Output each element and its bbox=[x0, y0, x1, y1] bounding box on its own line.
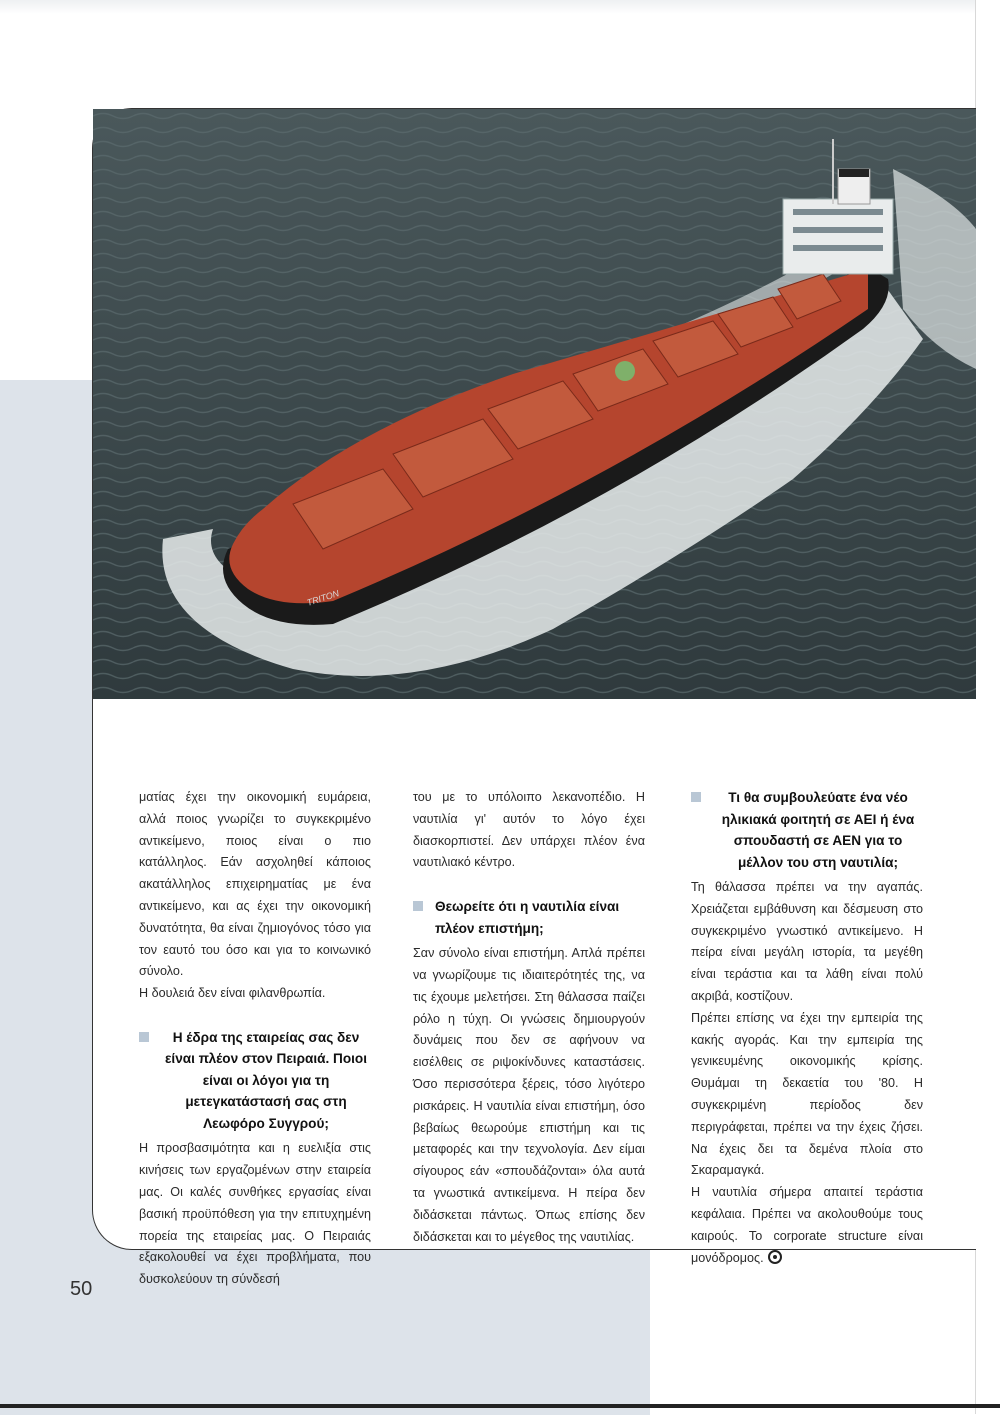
page-fold-edge bbox=[975, 0, 1001, 1414]
col1-question-text: Η έδρα της εταιρείας σας δεν είναι πλέον στον Πειραιά. Ποιοι είναι οι λόγοι για τη μετεγκατάστασή σας στη Λεωφόρο Συγγρού; bbox=[164, 1029, 368, 1131]
col1-question bbox=[139, 1027, 371, 1135]
col3-paragraph-3-text: Η ναυτιλία σήμερα απαιτεί τεράστια κεφάλαια. Πρέπει να ακολουθούμε τους καιρούς. Το corporate structure είναι μονόδρομος. bbox=[691, 1185, 923, 1265]
col3-paragraph-2: Πρέπει επίσης να έχει την εμπειρία της κακής αγοράς. Και την εμπειρία της γενικευμένης οικονομικής κρίσης. Θυμάμαι τη δεκαετία του '80. Η συγκεκριμένη περίοδος δεν περιγράφεται, πρέπει να την έχεις ζήσει. Να έχεις δει τα δεμένα πλοία στο Σκαραμαγκά. bbox=[691, 1010, 923, 1178]
ship-photo bbox=[93, 109, 976, 699]
helipad-marking bbox=[615, 361, 635, 381]
col2-question bbox=[413, 896, 645, 939]
col3-question bbox=[691, 787, 923, 873]
text-column-1 bbox=[139, 787, 371, 1291]
page-number: 50 bbox=[70, 1278, 93, 1300]
end-of-article-icon bbox=[768, 1250, 782, 1264]
square-bullet-icon bbox=[413, 901, 423, 911]
col2-paragraph-2: Σαν σύνολο είναι επιστήμη. Απλά πρέπει να γνωρίζουμε τις ιδιαιτερότητές της, να τις έχουμε μελετήσει. Στη θάλασσα παίζει ρόλο η τύχη. Οι γνώσεις δημιουργούν δυνάμεις που δεν σε αφήνουν να εισέλθεις σε ριψοκίνδυνες καταστάσεις. Όσο περισσότερα ξέρεις, τόσο λιγότερο ρισκάρεις. Η ναυτιλία είναι επιστήμη, όσο βεβαίως θεωρούμε επιστήμη και τις μεταφορές και την τεχνολογία. Δεν είμαι σίγουρος εάν «σπουδάζονται» όλα αυτά τα γνωστικά αντικείμενα. Η πείρα δεν διδάσκεται πάντως. Όπως επίσης δεν διδάσκεται και το μέγεθος της ναυτιλίας. bbox=[413, 946, 645, 1244]
text-column-3 bbox=[691, 787, 923, 1269]
square-bullet-icon bbox=[139, 1032, 149, 1042]
col3-paragraph-3 bbox=[691, 1182, 923, 1269]
col2-question-text: Θεωρείτε ότι η ναυτιλία είναι πλέον επιστήμη; bbox=[435, 899, 620, 936]
page-top-shadow bbox=[0, 0, 975, 14]
ship-name-text: TRITON bbox=[305, 588, 341, 608]
col3-paragraph-1: Τη θάλασσα πρέπει να την αγαπάς. Χρειάζεται εμβάθυνση και δέσμευση στο συγκεκριμένο γνωστικό αντικείμενο. Η πείρα είναι μεγάλη ιστορία, τα μεγέθη είναι τεράστια και τα λάθη είναι πολύ ακριβά, κοστίζουν. bbox=[691, 880, 923, 1003]
col2-paragraph-1: του με το υπόλοιπο λεκανοπέδιο. Η ναυτιλία γι' αυτόν το λόγο έχει διασκορπιστεί. Δεν υπάρχει πλέον ένα ναυτιλιακό κέντρο. bbox=[413, 790, 645, 870]
col1-paragraph-1: ματίας έχει την οικονομική ευμάρεια, αλλά ποιος γνωρίζει το συγκεκριμένο αντικείμενο, ποιος είναι ο πιο κατάλληλος. Εάν ασχοληθεί κάποιος ακατάλληλος επιχειρηματίας με ένα αντικείμενο, και ας έχει την οικονομική δυνατότητα, θα είναι ζημιογόνος τόσο για τον εαυτό του όσο και για το κοινωνικό σύνολο. bbox=[139, 790, 371, 979]
col1-paragraph-2: Η δουλειά δεν είναι φιλανθρωπία. bbox=[139, 986, 326, 1001]
text-column-2 bbox=[413, 787, 645, 1248]
article-card bbox=[92, 108, 976, 1287]
square-bullet-icon bbox=[691, 792, 701, 802]
bottom-rule bbox=[0, 1404, 1000, 1408]
col1-paragraph-3: Η προσβασιμότητα και η ευελιξία στις κινήσεις των εργαζομένων στην εταιρεία μας. Οι καλές συνθήκες εργασίας είναι βασική προϋπόθεση για την επιτυχημένη πορεία της εταιρείας μας. Ο Πειραιάς εξακολουθεί να έχει προβλήματα, που δυσκολεύουν τη σύνδεσή bbox=[139, 1141, 371, 1287]
col3-question-text: Τι θα συμβουλεύατε ένα νέο ηλικιακά φοιτητή σε ΑΕΙ ή ένα σπουδαστή σε ΑΕΝ για το μέλλον του στη ναυτιλία; bbox=[721, 790, 915, 870]
bulk-carrier-illustration bbox=[93, 109, 976, 699]
